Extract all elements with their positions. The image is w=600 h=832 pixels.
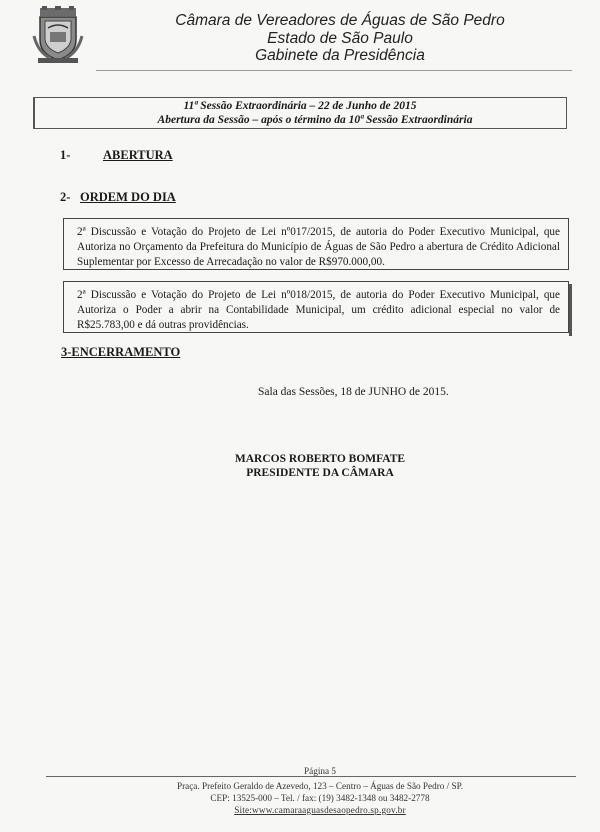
office-name: Gabinete da Presidência [255,47,425,64]
agenda-item [63,281,569,333]
session-title: 11ª Sessão Extraordinária – 22 de Junho de 2015 [183,100,417,112]
signer-title: PRESIDENTE DA CÂMARA [246,467,394,479]
footer-divider [46,776,576,777]
header-divider [96,70,572,71]
agenda-item-text: 2ª Discussão e Votação do Projeto de Lei nº017/2015, de autoria do Poder Executivo Municipal, que Autoriza no Orçamento da Prefeitura do Município de Águas de São Pedro a abertura de Crédito Adicional Suplementar por Excesso de Arrecadação no valor de R$970.000,00. [77,226,560,268]
section-1-number: 1- [60,148,71,162]
footer-site: Site:www.camaraaguasdesaopedro.sp.gov.br [234,805,406,815]
footer-contact: CEP: 13525-000 – Tel. / fax: (19) 3482-1348 ou 3482-2778 [210,793,430,803]
session-subtitle: Abertura da Sessão – após o término da 10ª Sessão Extraordinária [157,114,473,126]
signer-name: MARCOS ROBERTO BOMFATE [234,453,406,465]
state-name: Estado de São Paulo [267,30,413,47]
coat-of-arms-icon [32,6,84,64]
section-1-title: ABERTURA [103,148,173,162]
agenda-item-text: 2ª Discussão e Votação do Projeto de Lei nº018/2015, de autoria do Poder Executivo Municipal, que Autoriza o Poder a abrir na Contabilidade Municipal, um crédito adicional especial no valor de R$25.783,00 e dá outras providências. [77,289,560,331]
chamber-name: Câmara de Vereadores de Águas de São Pedro [175,12,505,29]
footer-address: Praça. Prefeito Geraldo de Azevedo, 123 – Centro – Águas de São Pedro / SP. [176,781,464,791]
agenda-item [63,218,569,270]
box-shadow [569,284,572,336]
page-number: Página 5 [304,766,336,776]
section-2-title: ORDEM DO DIA [80,190,176,204]
section-2-number: 2- [60,190,71,204]
section-3-title: 3-ENCERRAMENTO [61,345,181,359]
place-date: Sala das Sessões, 18 de JUNHO de 2015. [258,386,449,398]
